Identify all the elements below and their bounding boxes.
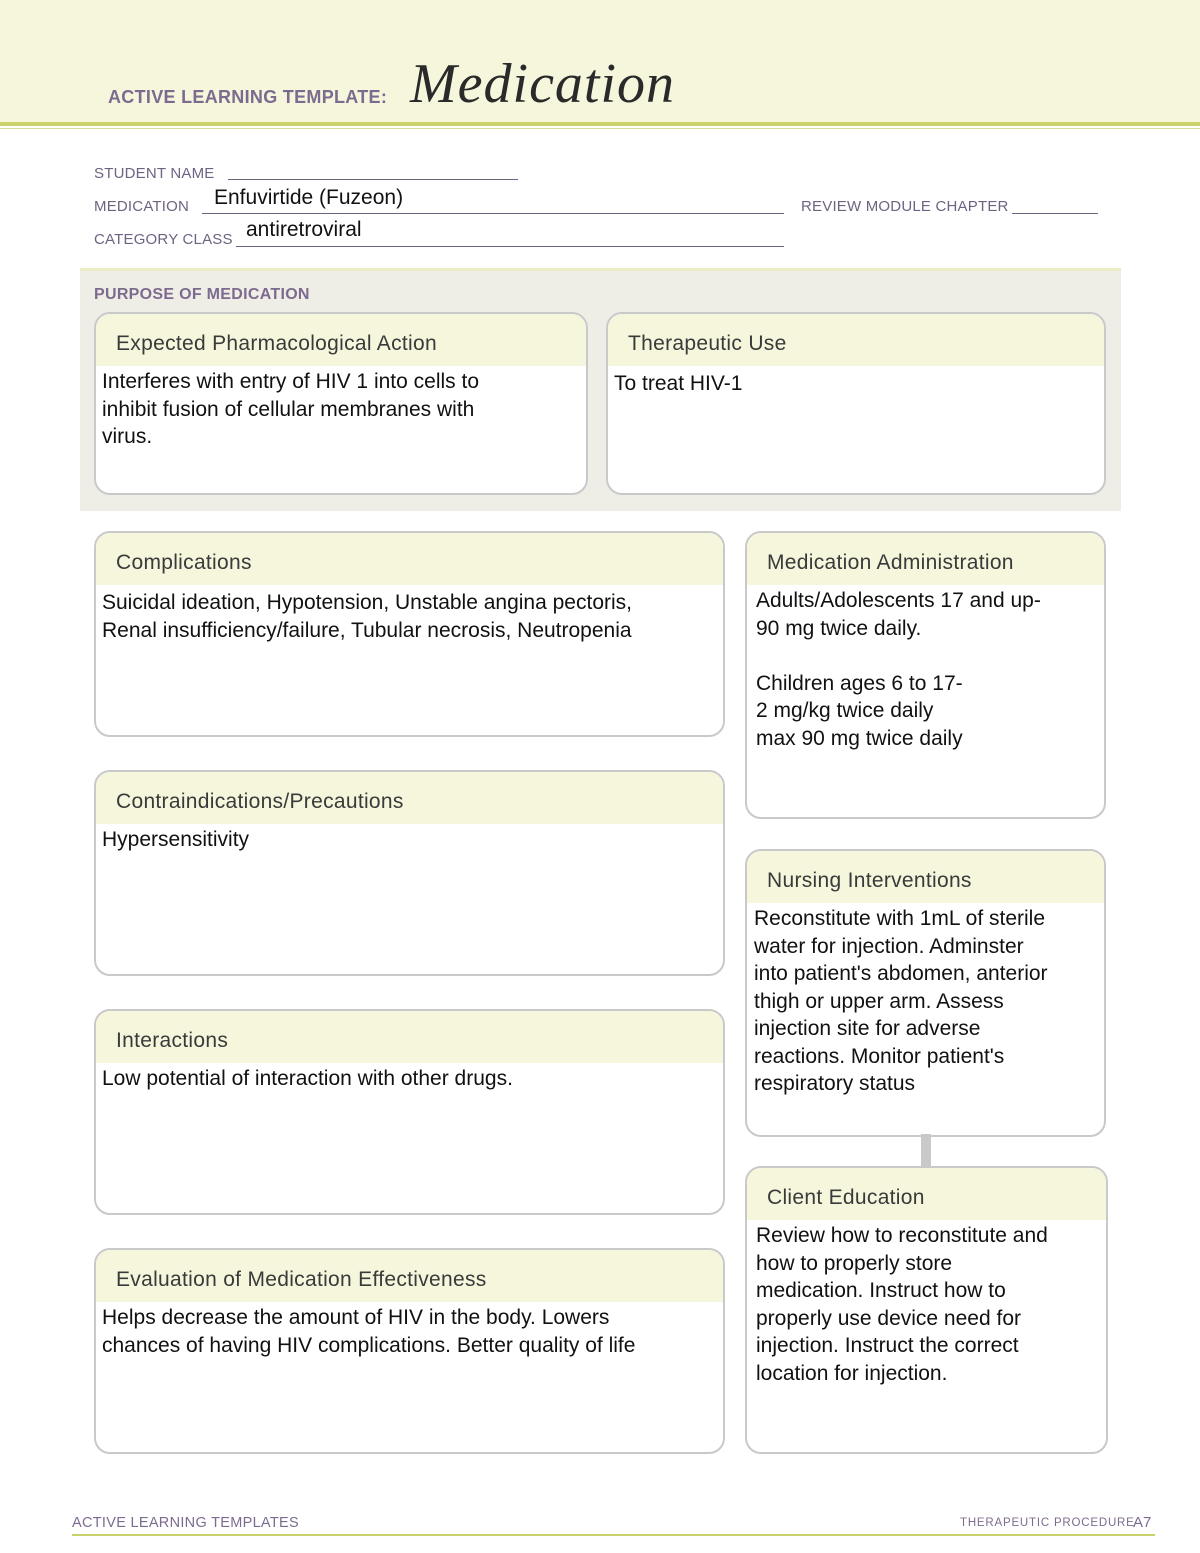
complications-title: Complications	[96, 533, 723, 585]
therapeutic-use-body[interactable]: To treat HIV-1	[614, 372, 743, 395]
evaluation-card	[94, 1248, 725, 1454]
footer-right-text: THERAPEUTIC PROCEDURE	[960, 1517, 1135, 1529]
footer-rule	[72, 1534, 1155, 1536]
contraindications-title: Contraindications/Precautions	[96, 772, 723, 824]
card-connector	[921, 1134, 931, 1166]
template-prefix: ACTIVE LEARNING TEMPLATE:	[108, 87, 388, 107]
client-education-card	[745, 1166, 1108, 1454]
category-class-field[interactable]: antiretroviral	[246, 218, 362, 241]
expected-action-title: Expected Pharmacological Action	[96, 314, 586, 366]
contraindications-body[interactable]: Hypersensitivity	[102, 828, 250, 851]
medication-field[interactable]: Enfuvirtide (Fuzeon)	[214, 186, 404, 209]
evaluation-title: Evaluation of Medication Effectiveness	[96, 1250, 723, 1302]
interactions-body[interactable]: Low potential of interaction with other drugs.	[102, 1067, 513, 1090]
footer-page-number: A7	[1133, 1514, 1152, 1531]
header-rule	[0, 122, 1200, 126]
complications-body[interactable]: Suicidal ideation, Hypotension, Unstable angina pectoris, Renal insufficiency/failure, Tubular necrosis, Neutropenia	[102, 591, 632, 642]
administration-title: Medication Administration	[747, 533, 1104, 585]
evaluation-body[interactable]: Helps decrease the amount of HIV in the body. Lowers chances of having HIV complications. Better quality of life	[102, 1306, 636, 1357]
client-education-title: Client Education	[747, 1168, 1106, 1220]
therapeutic-use-card	[606, 312, 1106, 495]
client-education-body[interactable]: Review how to reconstitute and how to properly store medication. Instruct how to properly use device need for injection. Instruct the correct location for injection.	[756, 1224, 1048, 1385]
student-name-label: STUDENT NAME	[94, 165, 215, 182]
nursing-interventions-title: Nursing Interventions	[747, 851, 1104, 903]
interactions-title: Interactions	[96, 1011, 723, 1063]
header-rule-thin	[0, 128, 1200, 129]
category-class-label: CATEGORY CLASS	[94, 231, 233, 248]
review-module-label: REVIEW MODULE CHAPTER	[801, 198, 1009, 215]
expected-action-card	[94, 312, 588, 495]
review-module-line	[1012, 198, 1098, 214]
administration-body[interactable]: Adults/Adolescents 17 and up- 90 mg twice daily. Children ages 6 to 17- 2 mg/kg twice daily max 90 mg twice daily	[756, 589, 1041, 750]
administration-card	[745, 531, 1106, 819]
page-title: Medication	[410, 53, 676, 115]
footer-left-text: ACTIVE LEARNING TEMPLATES	[72, 1515, 299, 1531]
nursing-interventions-card	[745, 849, 1106, 1137]
complications-card	[94, 531, 725, 737]
therapeutic-use-title: Therapeutic Use	[608, 314, 1104, 366]
student-name-line	[228, 166, 518, 180]
medication-label: MEDICATION	[94, 198, 190, 215]
contraindications-card	[94, 770, 725, 976]
purpose-label: PURPOSE OF MEDICATION	[94, 286, 310, 303]
expected-action-body[interactable]: Interferes with entry of HIV 1 into cells to inhibit fusion of cellular membranes with virus.	[102, 370, 479, 448]
interactions-card	[94, 1009, 725, 1215]
nursing-interventions-body[interactable]: Reconstitute with 1mL of sterile water for injection. Adminster into patient's abdomen, anterior thigh or upper arm. Assess injection site for adverse reactions. Monitor patient's respiratory status	[754, 907, 1048, 1095]
